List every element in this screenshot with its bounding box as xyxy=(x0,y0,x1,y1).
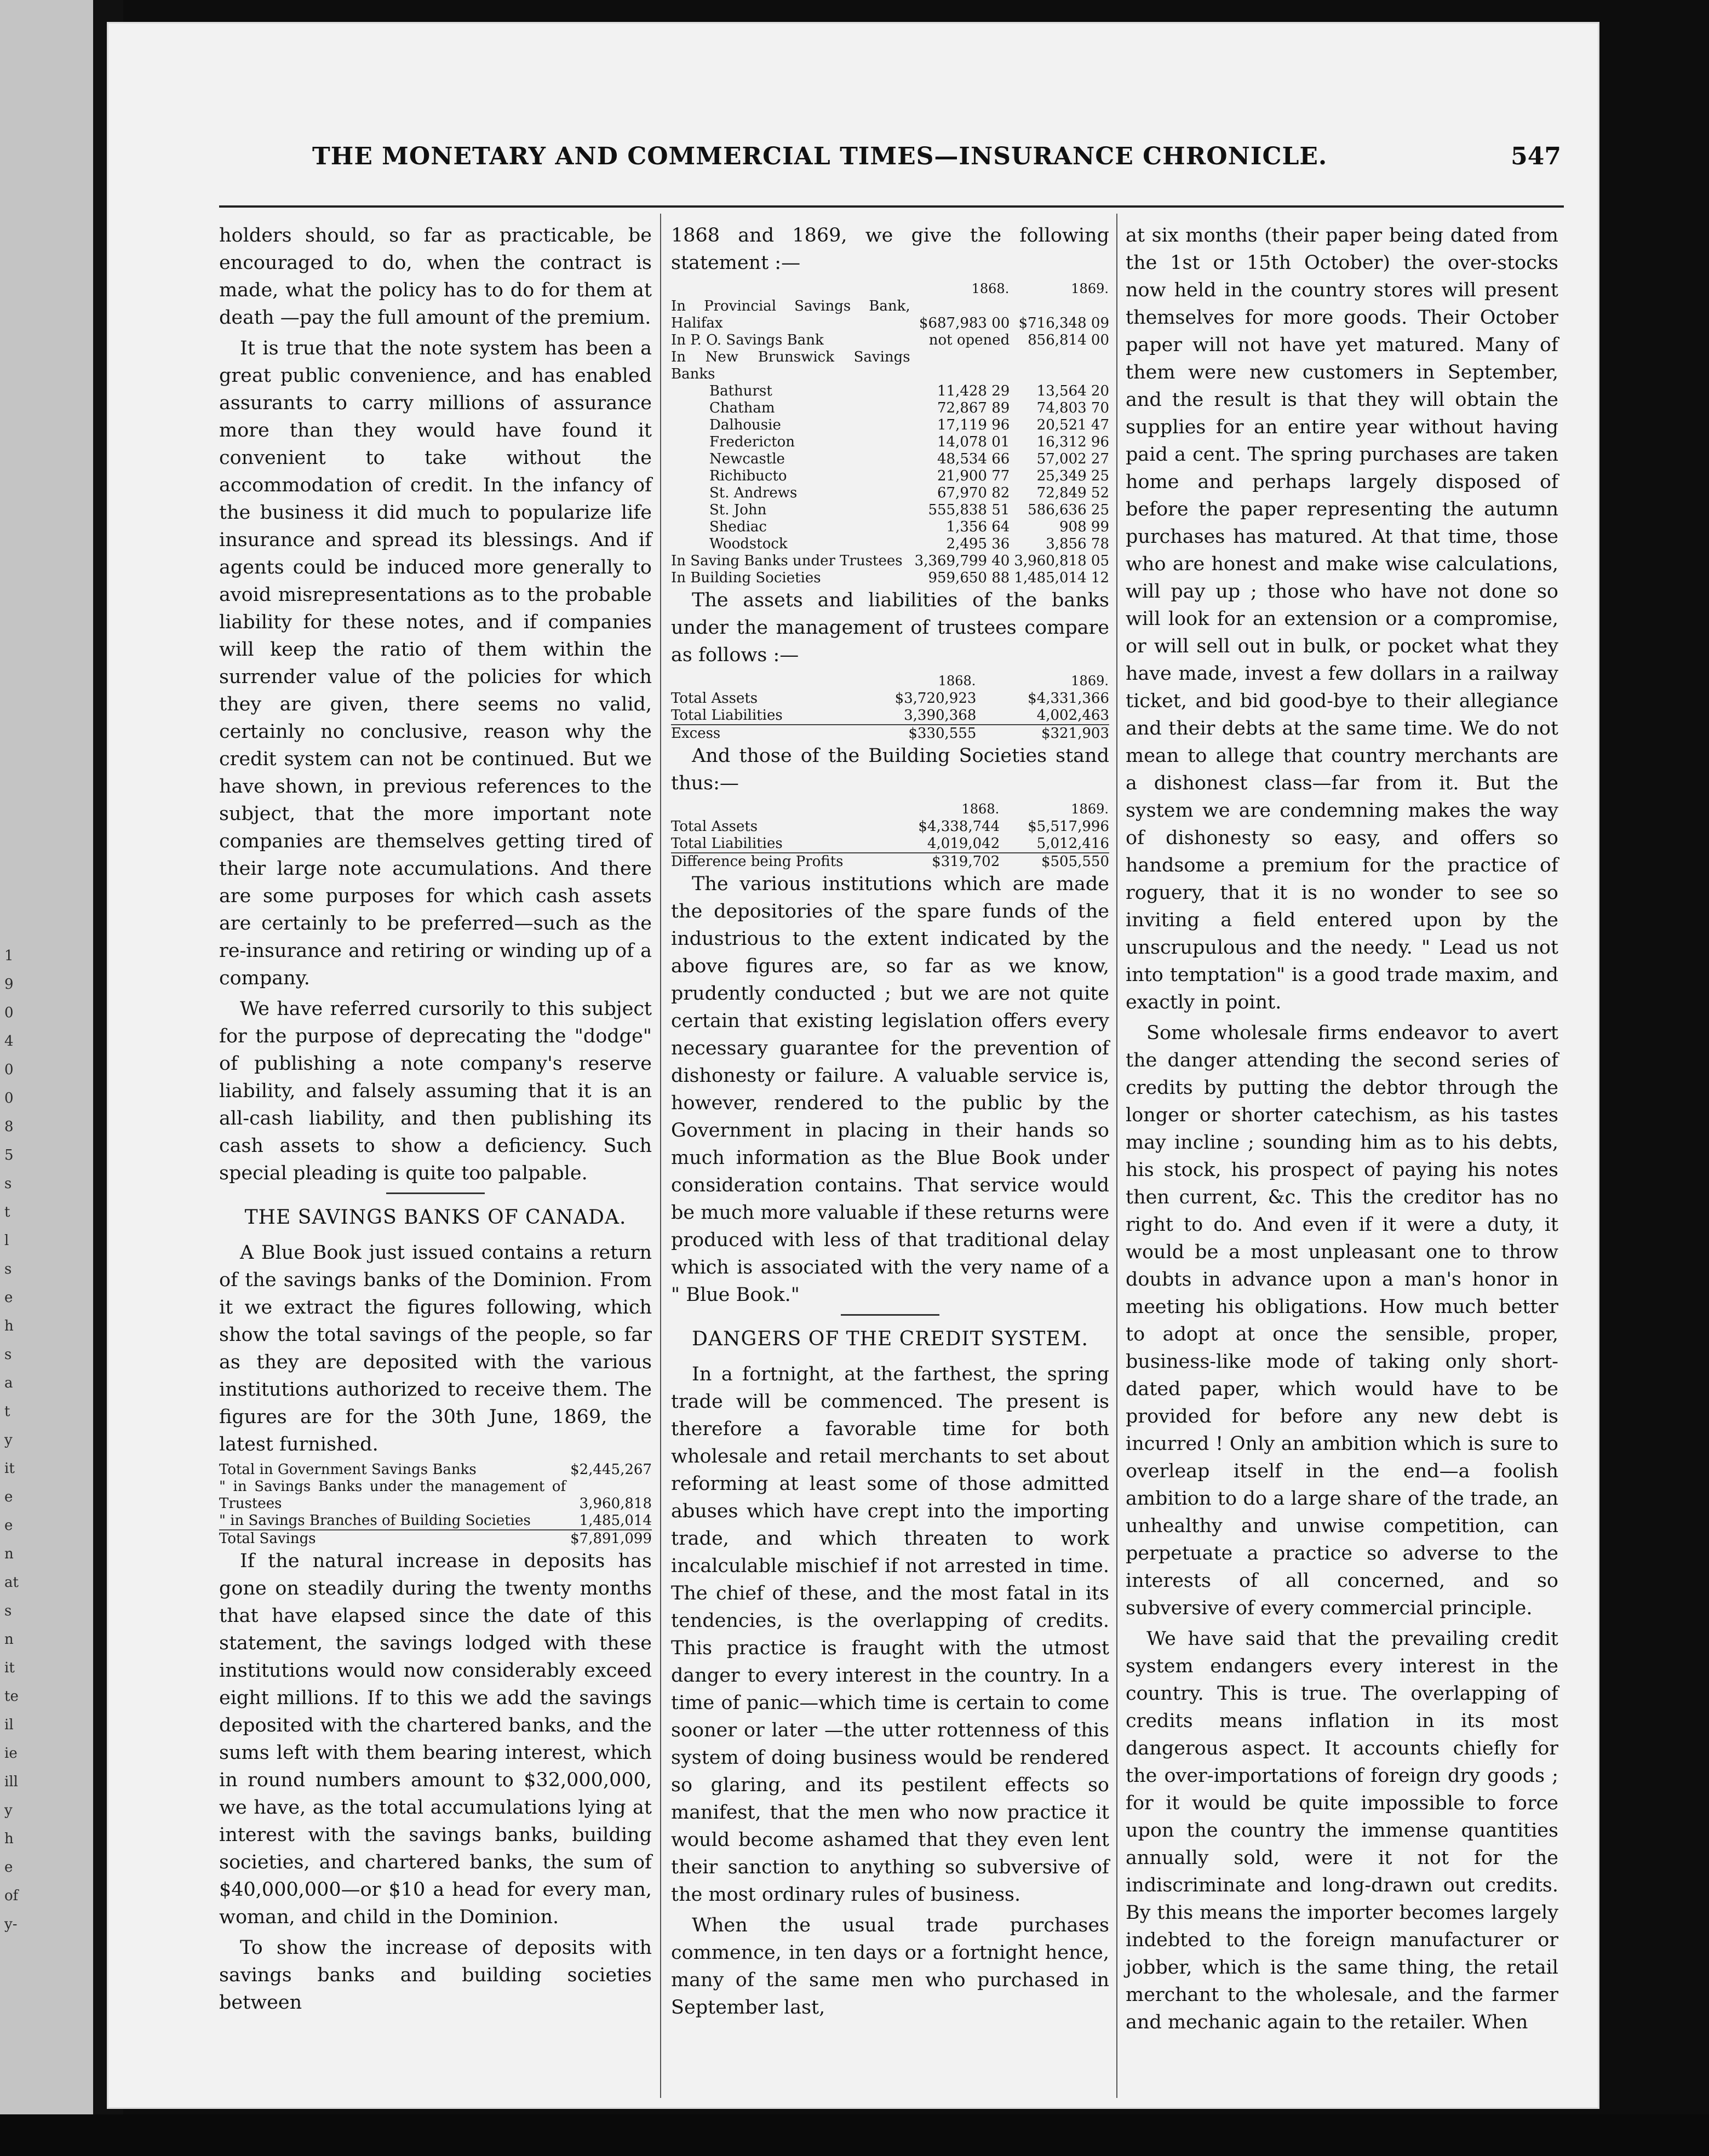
facing-page-edge xyxy=(0,0,101,2156)
row-label: Total Liabilities xyxy=(671,707,783,724)
row-label: In New Brunswick Savings Banks xyxy=(671,349,910,382)
table-row xyxy=(219,1478,652,1512)
table-row xyxy=(671,690,1109,707)
year-header: 1868. xyxy=(961,801,1000,817)
row-label: Fredericton xyxy=(709,434,795,450)
paragraph: We have said that the prevailing credit system endangers every interest in the country. This is true. The overlapping of credits means inflation in its most dangerous aspect. It accounts chiefly for the over-importations of foreign dry goods ; for it would be quite impossible to force upon the country the immense quantities annually sold, were it not for the indiscriminate and long-drawn out credits. By this means the importer becomes largely indebted to the foreign manufacturer or jobber, which is the same thing, the retail merchant to the wholesale, and the farmer and mechanic again to the retailer. When xyxy=(1126,1628,1558,2033)
table-row xyxy=(671,451,1109,468)
table-row xyxy=(671,519,1109,536)
margin-fragment: it xyxy=(4,1660,15,1676)
paragraph: The various institutions which are made the depositories of the spare funds of the industrious to the extent indicated by the above figures are, so far as we know, prudently conducted ; but we are not quite certain that existing legislation offers every necessary guarantee for the prevention of dishonesty or failure. A valuable service is, however, rendered to the public by the Government in placing in their hands so much information as the Blue Book under consideration contains. That service would be much more valuable if these returns were produced with less of that traditional delay which is associated with the very name of a " Blue Book." xyxy=(671,873,1109,1306)
table-row xyxy=(219,1512,652,1530)
value-1868: 11,428 29 xyxy=(937,383,1010,399)
section-separator xyxy=(386,1192,485,1194)
row-label: In Provincial Savings Bank, Halifax xyxy=(671,298,910,331)
table-row xyxy=(671,400,1109,417)
table-row xyxy=(671,553,1109,570)
row-label: Total Assets xyxy=(671,818,758,835)
section-separator xyxy=(841,1314,939,1316)
table-row xyxy=(671,349,1109,383)
table-row xyxy=(671,468,1109,485)
margin-fragment: s xyxy=(4,1261,12,1277)
value-1868: $4,338,744 xyxy=(918,818,1000,835)
value-1868: $330,555 xyxy=(844,725,977,742)
value-1869: 4,002,463 xyxy=(1036,707,1109,724)
table-row xyxy=(671,707,1109,725)
margin-fragment: e xyxy=(4,1489,13,1505)
value-1869: $5,517,996 xyxy=(1028,818,1109,835)
trustees-table xyxy=(671,672,1109,742)
row-label: Difference being Profits xyxy=(671,853,890,870)
row-label: " in Savings Branches of Building Societies xyxy=(219,1512,531,1529)
table-row xyxy=(671,570,1109,587)
row-label: Shediac xyxy=(709,519,767,535)
row-label: Total Liabilities xyxy=(671,835,783,852)
savings-table xyxy=(219,1461,652,1547)
value-1868 xyxy=(910,349,1010,383)
value-1869: $4,331,366 xyxy=(1028,690,1109,707)
value-1869: 57,002 27 xyxy=(1036,451,1109,467)
paragraph: 1868 and 1869, we give the following statement :— xyxy=(671,225,1109,274)
row-label: Total Savings xyxy=(219,1530,566,1547)
year-header: 1868. xyxy=(971,281,1010,296)
table-row xyxy=(219,1530,652,1547)
year-header: 1868. xyxy=(938,673,976,689)
year-header: 1869. xyxy=(1071,673,1109,689)
value-1869: $716,348 09 xyxy=(1018,315,1109,331)
table-row xyxy=(671,417,1109,434)
value-1868: 1,356 64 xyxy=(946,519,1010,535)
header-rule xyxy=(219,205,1564,208)
row-label: Bathurst xyxy=(709,383,772,399)
row-label: In Building Societies xyxy=(671,570,821,586)
paragraph: When the usual trade purchases commence, in ten days or a fortnight hence, many of the same men who purchased in September last, xyxy=(671,1914,1109,2019)
value-1869: 13,564 20 xyxy=(1036,383,1109,399)
value-1869: 856,814 00 xyxy=(1028,332,1109,348)
margin-fragment: e xyxy=(4,1289,13,1306)
building-societies-table xyxy=(671,800,1109,870)
margin-fragment: 0 xyxy=(4,1090,14,1106)
table-header-row xyxy=(671,800,1109,818)
row-label: Chatham xyxy=(709,400,775,416)
table-header-row xyxy=(671,280,1109,298)
table-header-row xyxy=(671,672,1109,690)
scan-border xyxy=(0,2114,1709,2156)
row-label: Total in Government Savings Banks xyxy=(219,1461,477,1478)
value-1869: 72,849 52 xyxy=(1036,485,1109,501)
row-label: Total Assets xyxy=(671,690,758,707)
paragraph: A Blue Book just issued contains a return of the savings banks of the Dominion. From it we extract the figures following, which show the total savings of the people, so far as they are deposited with the various institutions authorized to receive them. The figures are for the 30th June, 1869, the latest furnished. xyxy=(219,1242,652,1455)
row-value: $7,891,099 xyxy=(566,1530,652,1547)
margin-fragment: ie xyxy=(4,1745,18,1762)
row-label: In Saving Banks under Trustees xyxy=(671,553,903,569)
margin-fragment: y xyxy=(4,1802,13,1819)
value-1869: $505,550 xyxy=(1000,853,1109,870)
margin-fragment: y- xyxy=(4,1916,18,1933)
value-1869: $321,903 xyxy=(976,725,1109,742)
row-label: Richibucto xyxy=(709,468,787,484)
margin-fragment: s xyxy=(4,1603,12,1619)
value-1868: $319,702 xyxy=(890,853,1000,870)
article-heading: DANGERS OF THE CREDIT SYSTEM. xyxy=(692,1328,1088,1350)
value-1868: not opened xyxy=(928,332,1010,348)
paragraph: Some wholesale firms endeavor to avert the danger attending the second series of credits by putting the debtor through the longer or shorter catechism, as his tastes may incline ; sounding him as to his debts, his stock, his prospect of paying his notes then current, &c. This the creditor has no right to do. And even if it were a duty, it would be a most unpleasant one to throw doubts in advance upon a man's honor in meeting his obligations. How much better to adopt at once the sensible, proper, business-like mode of taking only short-dated paper, which would have to be provided for before any new debt is incurred ! Only an ambition which is sure to overleap itself in the end—a foolish ambition to do a large share of the trade, an unhealthy and unwise competition, can perpetuate a practice so adverse to the interests of all concerned, and so subversive of every commercial principle. xyxy=(1126,1022,1558,1619)
column-3 xyxy=(1126,222,1558,2101)
value-1868: 48,534 66 xyxy=(937,451,1010,467)
table-row xyxy=(671,725,1109,742)
row-label: " in Savings Banks under the management of Trustees xyxy=(219,1478,566,1512)
paragraph: In a fortnight, at the farthest, the spring trade will be commenced. The present is therefore a favorable time for both wholesale and retail merchants to set about reforming at least some of those admitted abuses which have crept into the importing trade, and which threaten to work incalculable mischief if not arrested in time. The chief of these, and the most fatal in its tendencies, is the overlapping of credits. This practice is fraught with the utmost danger to every interest in the country. In a time of panic—which time is certain to come sooner or later —the utter rottenness of this system of doing business would be rendered so glaring, and its pestilent effects so manifest, that the men who now practice it would become ashamed that they even lent their sanction to anything so subversive of the most ordinary rules of business. xyxy=(671,1363,1109,1906)
margin-fragment: e xyxy=(4,1859,13,1876)
margin-fragment: t xyxy=(4,1204,10,1220)
row-label: Woodstock xyxy=(709,536,788,552)
value-1869: 16,312 96 xyxy=(1036,434,1109,450)
margin-fragment: s xyxy=(4,1176,12,1192)
margin-fragment: 9 xyxy=(4,976,14,993)
row-value: $2,445,267 xyxy=(570,1461,652,1478)
value-1869: 20,521 47 xyxy=(1036,417,1109,433)
margin-fragment: t xyxy=(4,1403,10,1420)
paragraph: holders should, so far as practicable, be encouraged to do, when the contract is made, what the policy has to do for them at death —pay the full amount of the premium. xyxy=(219,225,652,329)
margin-fragment: 0 xyxy=(4,1005,14,1021)
value-1868: 17,119 96 xyxy=(937,417,1010,433)
row-label: Excess xyxy=(671,725,844,742)
running-header xyxy=(312,115,1561,175)
margin-fragment: 5 xyxy=(4,1147,14,1163)
margin-fragment: 1 xyxy=(4,948,14,964)
article-heading: THE SAVINGS BANKS OF CANADA. xyxy=(244,1206,627,1229)
margin-fragment: 8 xyxy=(4,1119,14,1135)
value-1869: 5,012,416 xyxy=(1036,835,1109,852)
paragraph: at six months (their paper being dated from the 1st or 15th October) the over-stocks now held in the country stores will present themselves for more goods. Their October paper will not have yet matured. Many of them were new customers in September, and the result is that they will obtain the supplies for an entire year without having paid a cent. The spring purchases are taken home and perhaps largely disposed of before the paper representing the autumn purchases has matured. At that time, those who are honest and make wise calculations, will pay up ; those who have not done so will look for an extension or a compromise, or will sell out in bulk, or pocket what they have made, invest a few dollars in a railway ticket, and bid good-bye to their allegiance and their debts at the same time. We do not mean to allege that country merchants are a dishonest class—far from it. But the system we are condemning makes the way of dishonesty so easy, and offers so handsome a premium for the practice of roguery, that it is no wonder to see so inviting a field entered upon by the unscrupulous and the needy. " Lead us not into temptation" is a good trade maxim, and exactly in point. xyxy=(1126,225,1558,1013)
value-1869: 3,960,818 05 xyxy=(1014,553,1109,569)
margin-fragment: of xyxy=(4,1888,19,1904)
value-1869: 1,485,014 12 xyxy=(1014,570,1109,586)
page-number: 547 xyxy=(1511,142,1561,170)
value-1869 xyxy=(1010,349,1109,383)
margin-fragment: e xyxy=(4,1517,13,1534)
table-row xyxy=(671,835,1109,853)
paragraph: If the natural increase in deposits has gone on steadily during the twenty months that have elapsed since the date of this statement, the savings lodged with these institutions would now considerably exceed eight millions. If to this we add the savings deposited with the chartered banks, and the sums left with them bearing interest, which in round numbers amount to $32,000,000, we have, as the total accumulations lying at interest with the savings banks, building societies, and chartered banks, the sum of $40,000,000—or $10 a head for every man, woman, and child in the Dominion. xyxy=(219,1550,652,1928)
margin-fragment: s xyxy=(4,1346,12,1363)
margin-fragment: it xyxy=(4,1460,15,1477)
margin-fragment: il xyxy=(4,1717,14,1733)
column-divider xyxy=(660,214,661,2098)
value-1868: 555,838 51 xyxy=(928,502,1010,518)
bank-deposits-table xyxy=(671,280,1109,587)
margin-fragment: n xyxy=(4,1546,14,1562)
row-label: St. John xyxy=(709,502,767,518)
publication-title: THE MONETARY AND COMMERCIAL TIMES—INSURANCE CHRONICLE. xyxy=(312,142,1328,170)
margin-fragment: 0 xyxy=(4,1062,14,1078)
value-1868: 3,369,799 40 xyxy=(914,553,1010,569)
paragraph: And those of the Building Societies stand thus:— xyxy=(671,745,1109,794)
value-1869: 3,856 78 xyxy=(1046,536,1109,552)
value-1869: 25,349 25 xyxy=(1036,468,1109,484)
table-row xyxy=(671,818,1109,835)
value-1869: 74,803 70 xyxy=(1036,400,1109,416)
value-1868: 14,078 01 xyxy=(937,434,1010,450)
table-row xyxy=(671,536,1109,553)
table-row xyxy=(671,332,1109,349)
margin-fragment: te xyxy=(4,1688,19,1705)
margin-fragment: l xyxy=(4,1232,9,1249)
value-1869: 586,636 25 xyxy=(1028,502,1109,518)
margin-fragment: at xyxy=(4,1574,19,1591)
table-row xyxy=(671,434,1109,451)
value-1868: 21,900 77 xyxy=(937,468,1010,484)
table-row xyxy=(671,298,1109,332)
year-header: 1869. xyxy=(1071,801,1109,817)
paragraph: We have referred cursorily to this subject for the purpose of deprecating the "dodge" of publishing a note company's reserve liability, and falsely assuming that it is an all-cash liability, and then publishing its cash assets to show a deficiency. Such special pleading is quite too palpable. xyxy=(219,998,652,1184)
value-1868: $687,983 00 xyxy=(919,315,1010,331)
row-label: In P. O. Savings Bank xyxy=(671,332,824,348)
margin-fragment: a xyxy=(4,1375,13,1391)
value-1868: 67,970 82 xyxy=(937,485,1010,501)
value-1868: 959,650 88 xyxy=(928,570,1010,586)
table-row xyxy=(219,1461,652,1478)
table-row xyxy=(671,485,1109,502)
table-row xyxy=(671,383,1109,400)
value-1868: $3,720,923 xyxy=(894,690,977,707)
margin-fragment: ill xyxy=(4,1774,18,1790)
row-value: 1,485,014 xyxy=(579,1512,652,1529)
table-row xyxy=(671,502,1109,519)
paragraph: To show the increase of deposits with savings banks and building societies between xyxy=(219,1937,652,2014)
column-divider xyxy=(1116,214,1117,2098)
value-1868: 72,867 89 xyxy=(937,400,1010,416)
row-label: Dalhousie xyxy=(709,417,781,433)
value-1868: 3,390,368 xyxy=(904,707,977,724)
row-value: 3,960,818 xyxy=(579,1495,652,1512)
paragraph: It is true that the note system has been a great public convenience, and has enabled assurants to carry millions of assurance more than they would have found it convenient to take without the accommodation of credit. In the infancy of the business it did much to popularize life insurance and spread its blessings. And if agents could be induced more generally to avoid misrepresentations as to the probable liability for these notes, and if companies will keep the ratio of them within the surrender value of the policies for which they are given, there seems no valid, certainly no conclusive, reason why the credit system can not be continued. But we have shown, in previous references to the subject, that the more important note companies are themselves getting tired of their large note accumulations. And there are some purposes for which cash assets are certainly to be preferred—such as the re-insurance and retiring or winding up of a company. xyxy=(219,337,652,989)
value-1868: 4,019,042 xyxy=(927,835,1000,852)
year-header: 1869. xyxy=(1071,281,1109,296)
margin-fragment: h xyxy=(4,1831,14,1847)
paragraph: The assets and liabilities of the banks under the management of trustees compare as follows :— xyxy=(671,589,1109,666)
value-1869: 908 99 xyxy=(1059,519,1109,535)
value-1868: 2,495 36 xyxy=(946,536,1010,552)
margin-fragment: h xyxy=(4,1318,14,1334)
row-label: Newcastle xyxy=(709,451,785,467)
table-row xyxy=(671,853,1109,870)
row-label: St. Andrews xyxy=(709,485,798,501)
column-1 xyxy=(219,222,652,2101)
margin-fragment: 4 xyxy=(4,1033,14,1050)
column-2 xyxy=(671,222,1109,2101)
margin-fragment: n xyxy=(4,1631,14,1648)
margin-fragment: y xyxy=(4,1432,13,1448)
